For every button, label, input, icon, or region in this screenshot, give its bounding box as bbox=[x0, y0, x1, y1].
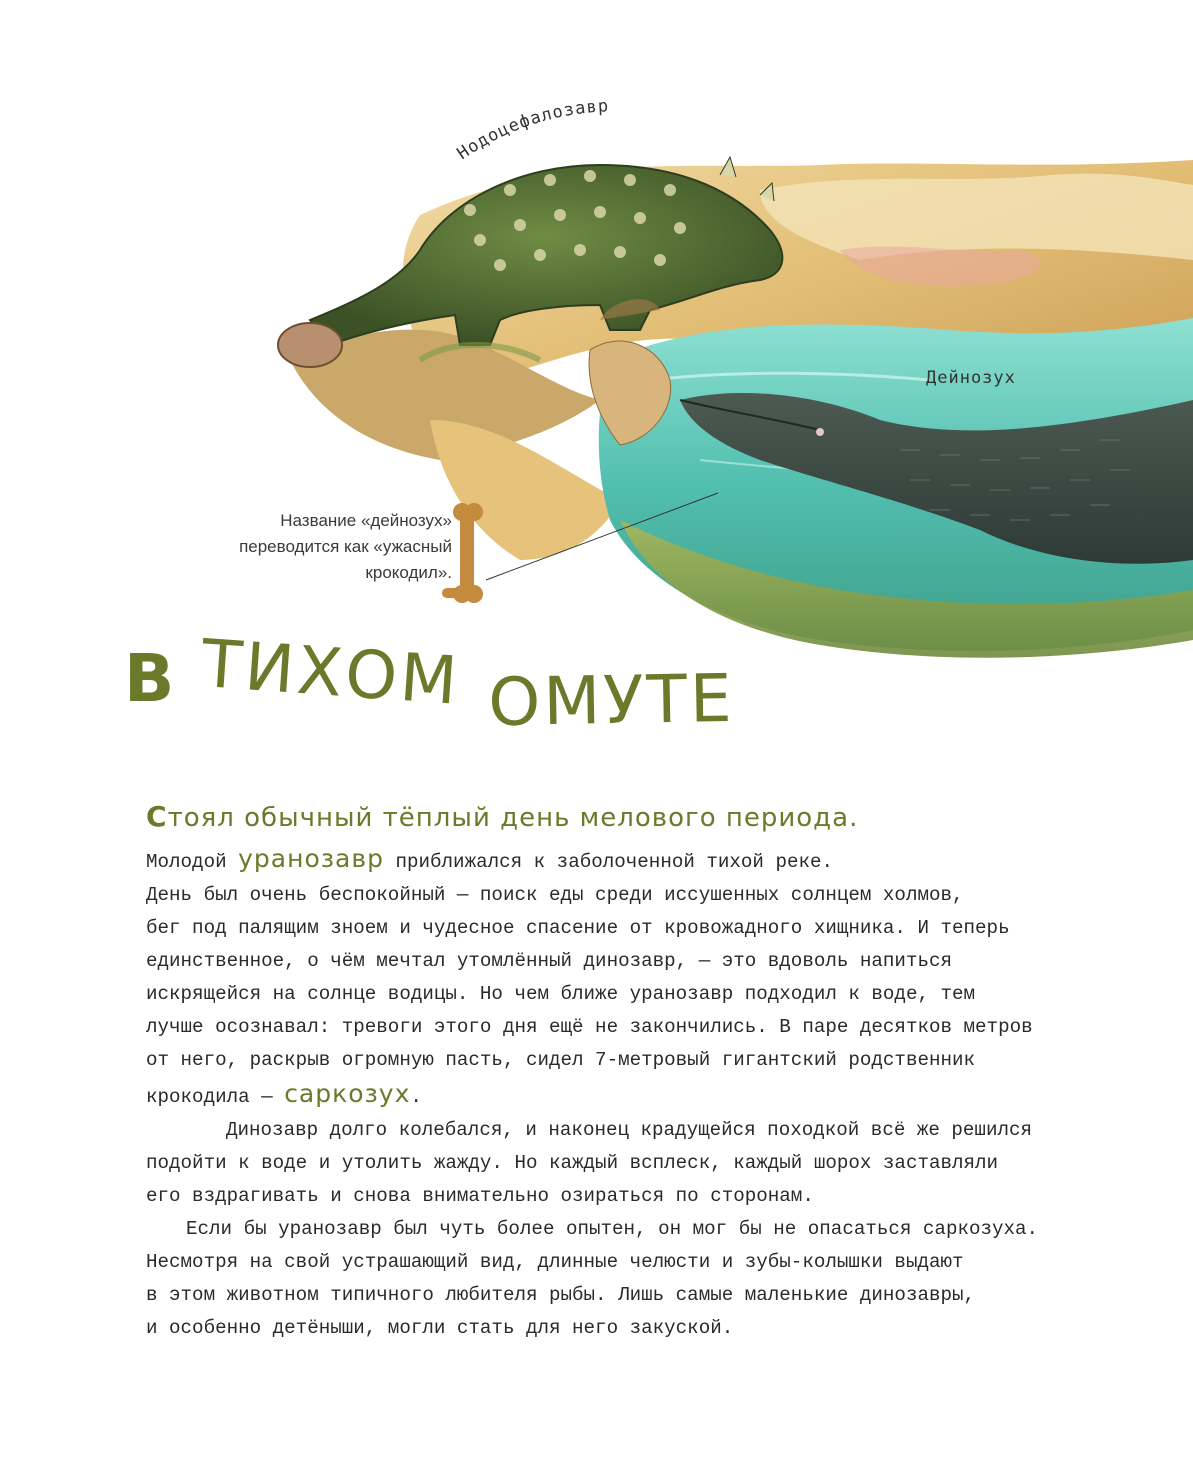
title-word: ОМУТЕ bbox=[487, 659, 736, 742]
title-word: ТИХОМ bbox=[199, 625, 463, 720]
deinosuchus-label: Дейнозух bbox=[926, 368, 1016, 388]
lead-text: тоял обычный тёплый день мелового периода. bbox=[167, 803, 859, 833]
paragraph bbox=[146, 1213, 1086, 1345]
text-line: Молодой уранозавр приближался к заболоченной тихой реке. bbox=[146, 844, 834, 873]
title-word: В bbox=[124, 640, 178, 717]
fact-line: переводится как «ужасный bbox=[239, 537, 452, 556]
ankylosaur-label: Нодоцефалозавр bbox=[453, 96, 610, 165]
text-line: единственное, о чём мечтал утомлённый динозавр, — это вдоволь напиться bbox=[146, 950, 953, 972]
fact-callout bbox=[180, 508, 452, 586]
article-body bbox=[146, 842, 1086, 1345]
fact-line: Название «дейнозух» bbox=[280, 511, 452, 530]
text-line: День был очень беспокойный — поиск еды среди иссушенных солнцем холмов, bbox=[146, 884, 964, 906]
paragraph bbox=[146, 1114, 1086, 1213]
text-line: лучше осознавал: тревоги этого дня ещё не закончились. В паре десятков метров bbox=[146, 1016, 1033, 1038]
fact-line: крокодил». bbox=[365, 563, 452, 582]
text-line: подойти к воде и утолить жажду. Но каждый всплеск, каждый шорох заставляли bbox=[146, 1152, 999, 1174]
dinosaur-illustration bbox=[0, 0, 1193, 680]
drop-cap: С bbox=[146, 800, 168, 833]
text-line: Несмотря на свой устрашающий вид, длинные челюсти и зубы-колышки выдают bbox=[146, 1251, 964, 1273]
page-title bbox=[124, 625, 736, 770]
text-line: бег под палящим зноем и чудесное спасение от кровожадного хищника. И теперь bbox=[146, 917, 1010, 939]
paragraph bbox=[146, 842, 1086, 1114]
text-line: в этом животном типичного любителя рыбы. Лишь самые маленькие динозавры, bbox=[146, 1284, 976, 1306]
text-line: искрящейся на солнце водицы. Но чем ближе уранозавр подходил к воде, тем bbox=[146, 983, 976, 1005]
text-line: Динозавр долго колебался, и наконец крадущейся походкой всё же решился bbox=[226, 1119, 1033, 1141]
highlight-term: саркозух bbox=[284, 1079, 411, 1108]
text-line: от него, раскрыв огромную пасть, сидел 7-метровый гигантский родственник bbox=[146, 1049, 976, 1071]
text-line: Если бы уранозавр был чуть более опытен, он мог бы не опасаться саркозуха. bbox=[186, 1218, 1039, 1240]
text-line: крокодила — саркозух. bbox=[146, 1079, 422, 1108]
text-line: его вздрагивать и снова внимательно озираться по сторонам. bbox=[146, 1185, 814, 1207]
lead-sentence bbox=[146, 800, 858, 833]
highlight-term: уранозавр bbox=[238, 844, 384, 873]
text-line: и особенно детёныши, могли стать для него закуской. bbox=[146, 1317, 734, 1339]
